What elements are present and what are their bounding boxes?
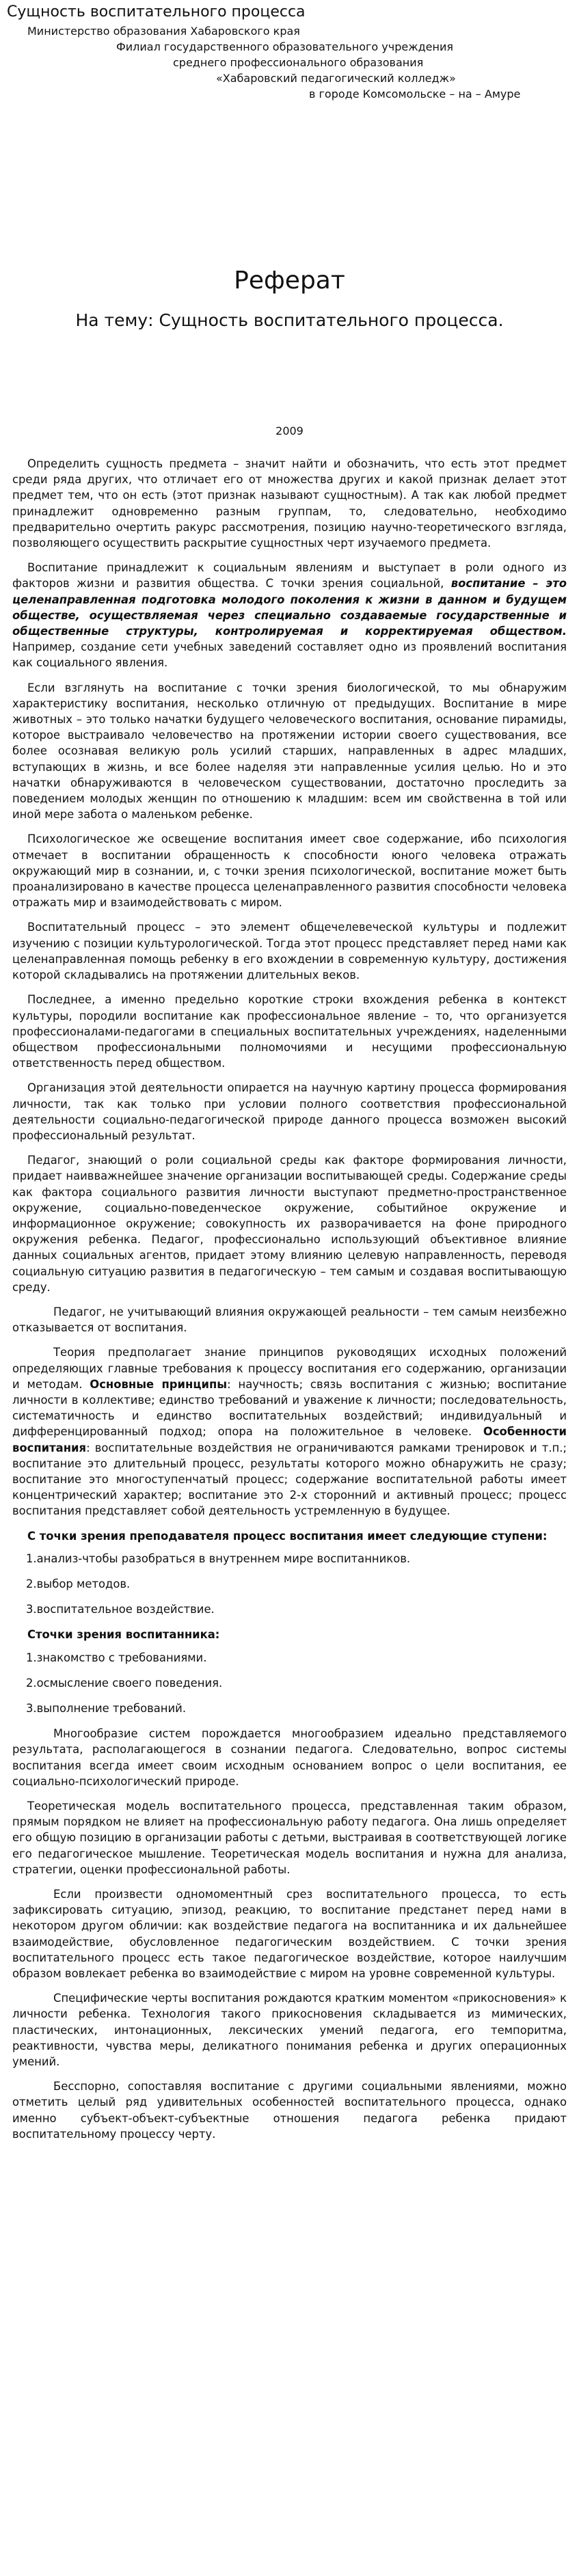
paragraph-text: Теория предполагает знание принципов руководящих исходных положений определяющих главные требования к процессу воспитания его содержанию, организации и методам. (12, 1346, 567, 1391)
list-item: 3.выполнение требований. (26, 1702, 187, 1716)
paragraph: Если произвести одномоментный срез воспитательного процесса, то есть зафиксировать ситуацию, эпизод, реакцию, то воспитание предстанет перед нами в некотором другом обличии: как воздействие педагога на воспитанника и их дальнейшее взаимодействие, обусловленное педагогическим воздействием. С точки зрения воспитательного процесс есть такое педагогическое воздействие, которое наилучшим образом вовлекает ребенка во взаимодействие с миром на уровне современной культуры. (12, 1888, 567, 1981)
paragraph: Определить сущность предмета – значит найти и обозначить, что есть этот предмет среди ряда других, что отличает его от множества других и какой признак делает этот предмет тем, что он есть (этот признак называют сущностным). А так как любой предмет принадлежит одновременно разным группам, то, следовательно, необходимо предварительно очертить ракурс рассмотрения, позицию научно-теоретического взгляда, позволяющего осуществить раскрытие сущностных черт изучаемого предмета. (12, 457, 567, 550)
header-line-ministry: Министерство образования Хабаровского края (27, 25, 300, 38)
paragraph-text: Воспитание принадлежит к социальным явлениям и выступает в роли одного из факторов жизни и развития общества. С точки зрения социальной, (12, 561, 567, 591)
list-item: 1.анализ-чтобы разобраться в внутреннем мире воспитанников. (26, 1551, 411, 1565)
paragraph: Специфические черты воспитания рождаются кратким моментом «прикосновения» к личности ребенка. Технология такого прикосновения складывается из мимических, пластических, интонационных, лексических умений педагога, его темпоритма, реактивности, чувства меры, деликатного понимания ребенка и других операционных умений. (12, 1992, 567, 2069)
paragraph (12, 560, 567, 670)
header-line-branch: Филиал государственного образовательного учреждения (116, 40, 454, 53)
paragraph: Теоретическая модель воспитательного процесса, представленная таким образом, прямым порядком не влияет на профессиональную работу педагога. Она лишь определяет его общую позицию в организации работы с детьми, выстраивая в соответствующей логике его педагогическое мышление. Теоретическая модель воспитания и нужна для анализа, стратегии, оценки профессиональной работы. (12, 1800, 567, 1876)
header-line-city: в городе Комсомольске – на – Амуре (309, 87, 521, 100)
list-item: 2.осмысление своего поведения. (26, 1676, 223, 1690)
essay-body (12, 456, 567, 2142)
features-heading: Особенности воспитания (12, 1425, 567, 1454)
student-stages-heading: Сточки зрения воспитанника: (27, 1628, 220, 1642)
report-title: Реферат (234, 267, 345, 295)
list-item: 1.знакомство с требованиями. (26, 1651, 207, 1664)
header-line-education: среднего профессионального образования (173, 56, 424, 69)
paragraph: Бесспорно, сопоставляя воспитание с другими социальными явлениями, можно отметить целый ряд удивительных особенностей воспитательного процесса, однако именно субъект-объект-субъектные отношения педагога ребенка придают воспитательному процессу черту. (12, 2080, 567, 2141)
header-line-college: «Хабаровский педагогический колледж» (216, 72, 456, 85)
paragraph-text: : научность; связь воспитания с жизнью; воспитание личности в коллективе; единство требований и уважение к личности; последовательность, систематичность и единство воспитательных воздействий; индивидуальный и дифференцированный подход; опора на положительное в человеке. (12, 1377, 567, 1439)
paragraph: Педагог, не учитывающий влияния окружающей реальности – тем самым неизбежно отказывается от воспитания. (12, 1305, 567, 1335)
report-subtitle: На тему: Сущность воспитательного процесса. (75, 310, 504, 330)
paragraph: Если взглянуть на воспитание с точки зрения биологической, то мы обнаружим характеристику воспитания, несколько отличную от предыдущих. Воспитание в мире животных – это только начатки будущего человеческого воспитания, основание пирамиды, которое выстраивало человечество на протяжении истории своего существования, все более осознавая великую роль усилий старших, направленных в адрес младших, вступающих в жизнь, и все более наделяя эти направленные усилия целью. Но и это начатки обнаруживаются в человеческом существовании, достаточно проследить за поведением молодых женщин по отношению к младшим: всем им свойственна в той или иной мере забота о маленьком ребенке. (12, 681, 567, 822)
paragraph: Психологическое же освещение воспитания имеет свое содержание, ибо психология отмечает в воспитании обращенность к способности юного человека отражать окружающий мир в сознании, и, с точки зрения психологической, воспитание может быть проанализировано в качестве процесса целенаправленного развития способности человека отражать мир и взаимодействовать с миром. (12, 832, 567, 910)
document-title: Сущность воспитательного процесса (7, 3, 306, 21)
paragraph (12, 1344, 567, 1519)
list-item: 2.выбор методов. (26, 1577, 131, 1590)
list-item: 3.воспитательное воздействие. (26, 1603, 215, 1616)
paragraph: Организация этой деятельности опирается на научную картину процесса формирования личности, так как только при условии полного соответствия профессиональной деятельности социально-педагогической природе данного процесса возможен высокий профессиональный результат. (12, 1081, 567, 1142)
institution-header (0, 23, 579, 102)
teacher-stages-heading: С точки зрения преподавателя процесс воспитания имеет следующие ступени: (27, 1529, 548, 1543)
definition-emphasis: воспитание – это целенаправленная подготовка молодого поколения к жизни в данном и будущем обществе, осуществляемая через специально создаваемые государственные и общественные структуры, контролируемая и корректируемая обществом. (12, 577, 567, 638)
principles-heading: Основные принципы (90, 1377, 228, 1391)
paragraph: Последнее, а именно предельно короткие строки вхождения ребенка в контекст культуры, породили воспитание как профессиональное явление – то, что организуется профессионалами-педагогами в специальных воспитательных учреждениях, наделенными обществом профессиональными полномочиями и несущими профессиональную ответственность перед обществом. (12, 993, 567, 1070)
paragraph-text: : воспитательные воздействия не ограничиваются рамками тренировок и т.п.; воспитание это длительный процесс, результаты которого можно обнаружить не сразу; воспитание это многоступенчатый процесс; содержание воспитательной работы имеет концентрический характер; воспитание это 2-х сторонний и активный процесс; процесс воспитания представляет собой деятельность устремленную в будущее. (12, 1441, 567, 1518)
report-year: 2009 (275, 424, 304, 437)
paragraph: Педагог, знающий о роли социальной среды как факторе формирования личности, придает наивважнейшее значение организации воспитывающей среды. Содержание среды как фактора социального развития личности выступают предметно-пространственное окружение, социально-поведенческое окружение, событийное окружение и информационное окружение; совокупность их разворачивается на фоне природного окружения ребенка. Педагог, профессионально использующий объективное влияние данных социальных агентов, придает этому влиянию целевую направленность, переводя социальную ситуацию развития в педагогическую – тем самым и создавая воспитывающую среду. (12, 1154, 567, 1294)
paragraph: Многообразие систем порождается многообразием идеально представляемого результата, располагающегося в сознании педагога. Следовательно, вопрос системы воспитания всегда имеет своим исходным основанием вопрос о цели воспитания, ее социально-психологический природе. (12, 1727, 567, 1788)
paragraph: Воспитательный процесс – это элемент общечелевеческой культуры и подлежит изучению с позиции культурологической. Тогда этот процесс представляет перед нами как целенаправленная помощь ребенку в его вхождении в современную культуру, достижения которой складывались на протяжении длительных веков. (12, 921, 567, 982)
paragraph-text: Например, создание сети учебных заведений составляет одно из проявлений воспитания как социального явления. (12, 640, 567, 670)
